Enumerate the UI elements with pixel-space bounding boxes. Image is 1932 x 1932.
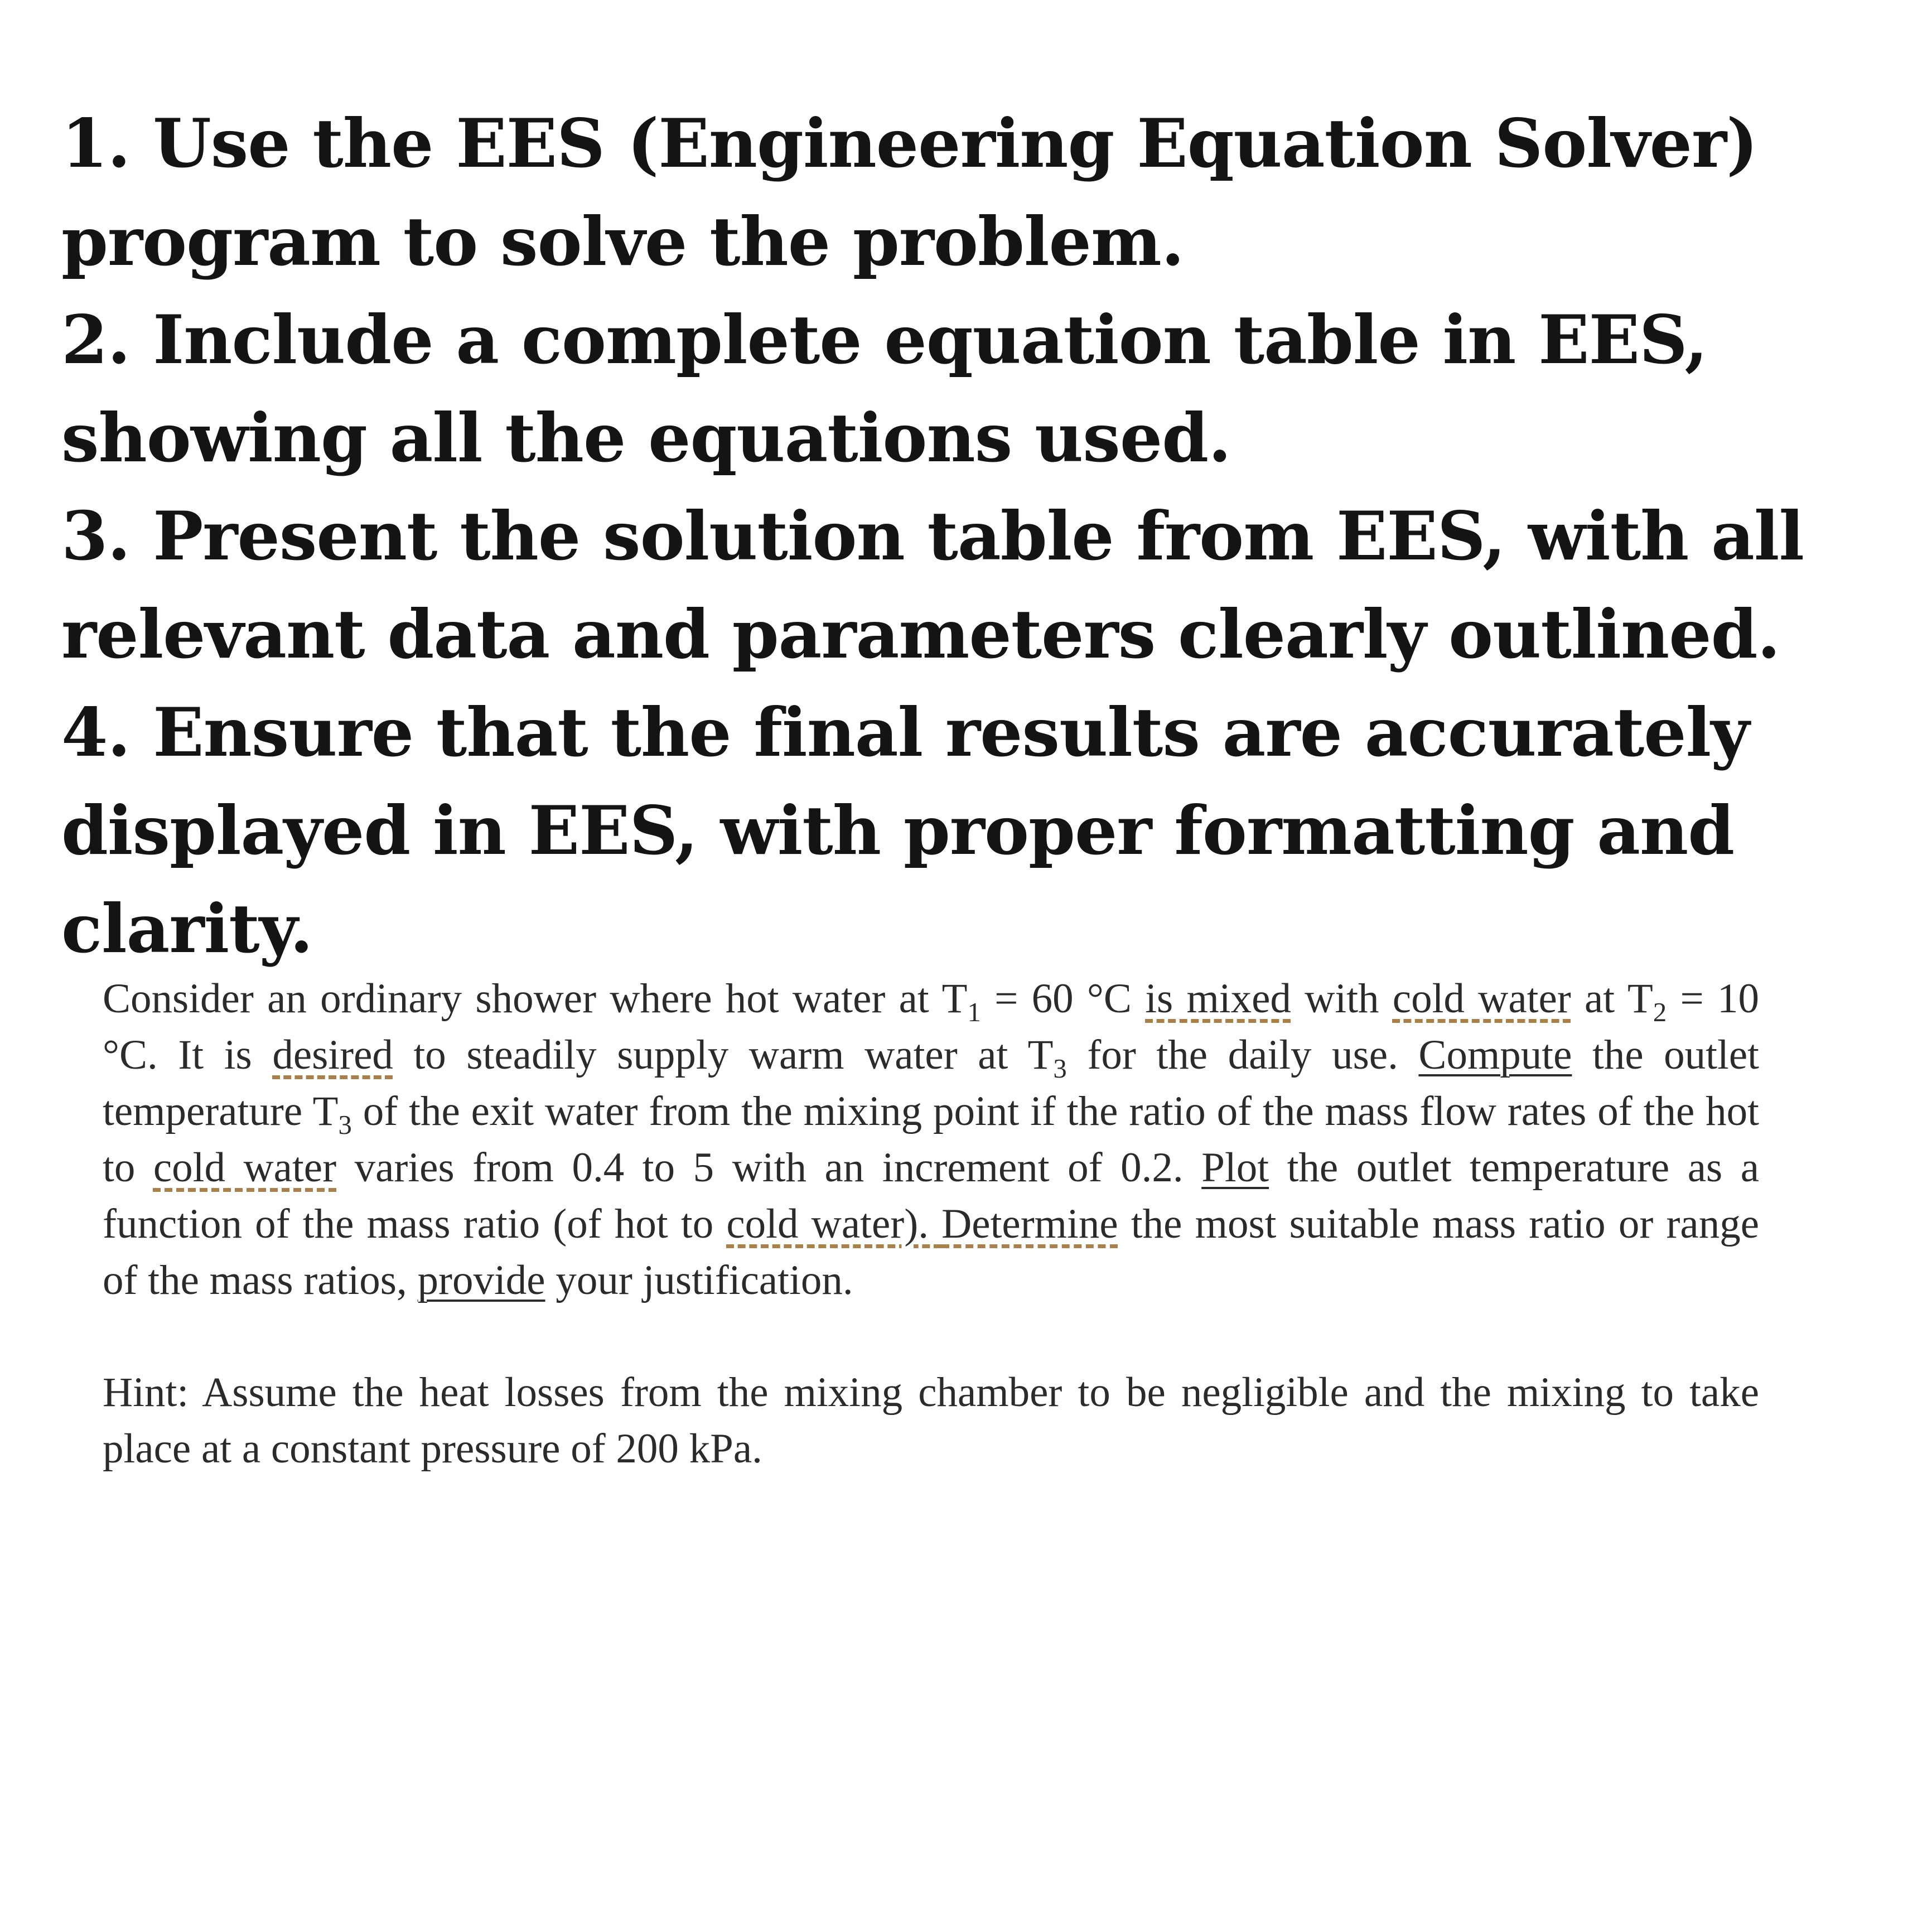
problem-text: at T [1571,975,1653,1022]
subscript: 3 [1053,1054,1067,1084]
problem-text: Consider an ordinary shower where hot water at T [103,975,968,1022]
problem-text: the outlet temperature T [103,1032,1759,1134]
instruction-item [61,95,1874,291]
instruction-number: 2. [61,301,131,379]
grammar-flagged-text: Determine [941,1201,1118,1247]
grammar-flagged-text: cold water [153,1144,337,1191]
underlined-verb: Compute [1418,1032,1572,1078]
problem-paragraph [103,970,1759,1308]
instruction-item [61,684,1874,978]
problem-text: of the exit water from the mixing point if the ratio of the mass flow rates of the hot to [103,1088,1759,1191]
underlined-verb: provide [417,1257,545,1303]
problem-text: to steadily supply warm water at T [393,1032,1054,1078]
problem-text: for the daily use. [1066,1032,1419,1078]
instruction-text: Include a complete equation table in EES, showing all the equations used. [61,301,1708,477]
instruction-text: Ensure that the final results are accurately displayed in EES, with proper formatting and clarity. [61,693,1749,968]
problem-text: with [1291,975,1393,1022]
instruction-text: Use the EES (Engineering Equation Solver) program to solve the problem. [61,104,1758,281]
problem-text: = 10 °C. It is [103,975,1759,1078]
problem-text: the most suitable mass ratio or range of the mass ratios, [103,1201,1760,1303]
instruction-item [61,487,1874,684]
grammar-flagged-text: cold water [1392,975,1571,1022]
instruction-number: 4. [61,693,131,772]
subscript: 3 [338,1110,352,1140]
subscript: 2 [1653,997,1667,1027]
instruction-text: Present the solution table from EES, with all relevant data and parameters clearly outlined. [61,497,1804,674]
instruction-list [61,95,1874,978]
grammar-flagged-text: desired [272,1032,393,1078]
problem-text: the outlet temperature as a function of the mass ratio (of hot to [103,1144,1759,1247]
problem-text: = 60 °C [981,975,1146,1022]
problem-statement [103,970,1759,1477]
instruction-number: 1. [61,104,131,183]
hint-paragraph: Hint: Assume the heat losses from the mixing chamber to be negligible and the mixing to take place at a constant pressure of 200 kPa. [103,1369,1759,1472]
underlined-verb: Plot [1201,1144,1269,1191]
instruction-item [61,291,1874,487]
grammar-flagged-text: is mixed [1145,975,1291,1022]
instruction-number: 3. [61,497,131,576]
grammar-flagged-text: cold water). [726,1201,942,1247]
problem-text: your justification. [545,1257,853,1303]
subscript: 1 [967,997,981,1027]
problem-text: varies from 0.4 to 5 with an increment of 0.2. [336,1144,1202,1191]
